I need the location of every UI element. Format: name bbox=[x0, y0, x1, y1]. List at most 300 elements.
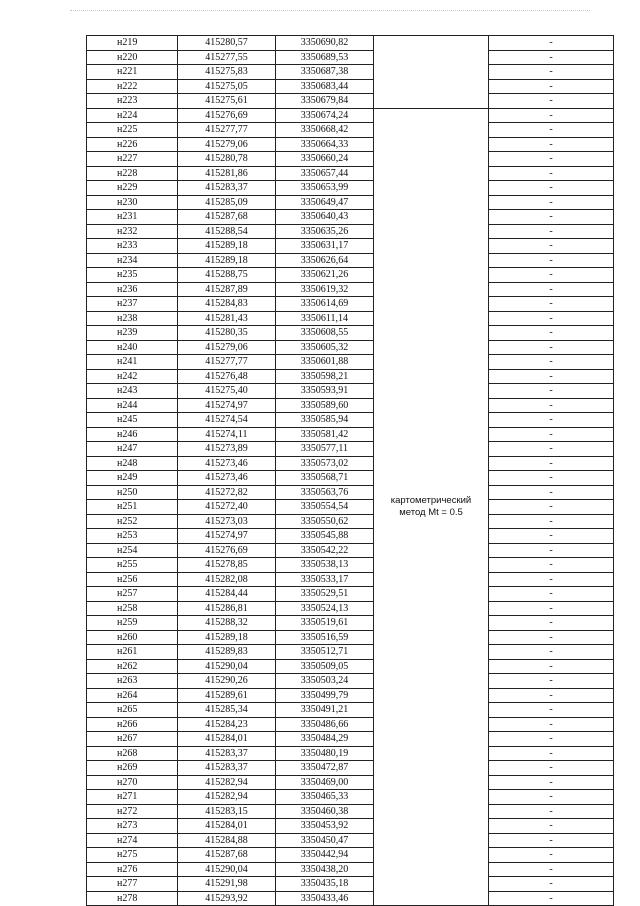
dash-cell: - bbox=[489, 282, 614, 297]
dash-cell: - bbox=[489, 587, 614, 602]
x-coordinate-cell: 415289,18 bbox=[178, 239, 276, 254]
dash-cell: - bbox=[489, 427, 614, 442]
table-row bbox=[87, 369, 614, 384]
table-row bbox=[87, 268, 614, 283]
dash-cell: - bbox=[489, 833, 614, 848]
x-coordinate-cell: 415282,94 bbox=[178, 775, 276, 790]
dash-cell: - bbox=[489, 848, 614, 863]
point-id-cell: н225 bbox=[87, 123, 178, 138]
point-id-cell: н275 bbox=[87, 848, 178, 863]
point-id-cell: н230 bbox=[87, 195, 178, 210]
y-coordinate-cell: 3350653,99 bbox=[276, 181, 374, 196]
table-row bbox=[87, 674, 614, 689]
y-coordinate-cell: 3350657,44 bbox=[276, 166, 374, 181]
table-row bbox=[87, 543, 614, 558]
table-row bbox=[87, 36, 614, 51]
y-coordinate-cell: 3350563,76 bbox=[276, 485, 374, 500]
table-row bbox=[87, 790, 614, 805]
coordinates-table-body bbox=[87, 36, 614, 906]
table-row bbox=[87, 877, 614, 892]
y-coordinate-cell: 3350585,94 bbox=[276, 413, 374, 428]
table-row bbox=[87, 355, 614, 370]
dash-cell: - bbox=[489, 471, 614, 486]
dash-cell: - bbox=[489, 340, 614, 355]
table-row bbox=[87, 326, 614, 341]
x-coordinate-cell: 415278,85 bbox=[178, 558, 276, 573]
dash-cell: - bbox=[489, 688, 614, 703]
y-coordinate-cell: 3350491,21 bbox=[276, 703, 374, 718]
point-id-cell: н272 bbox=[87, 804, 178, 819]
x-coordinate-cell: 415283,37 bbox=[178, 746, 276, 761]
table-row bbox=[87, 746, 614, 761]
y-coordinate-cell: 3350554,54 bbox=[276, 500, 374, 515]
point-id-cell: н267 bbox=[87, 732, 178, 747]
method-line-2: метод Mt = 0.5 bbox=[399, 506, 463, 518]
table-row bbox=[87, 471, 614, 486]
y-coordinate-cell: 3350608,55 bbox=[276, 326, 374, 341]
dash-cell: - bbox=[489, 891, 614, 906]
dash-cell: - bbox=[489, 732, 614, 747]
table-row bbox=[87, 282, 614, 297]
dash-cell: - bbox=[489, 268, 614, 283]
table-row bbox=[87, 239, 614, 254]
x-coordinate-cell: 415273,03 bbox=[178, 514, 276, 529]
y-coordinate-cell: 3350598,21 bbox=[276, 369, 374, 384]
point-id-cell: н257 bbox=[87, 587, 178, 602]
point-id-cell: н252 bbox=[87, 514, 178, 529]
y-coordinate-cell: 3350529,51 bbox=[276, 587, 374, 602]
table-row bbox=[87, 311, 614, 326]
point-id-cell: н250 bbox=[87, 485, 178, 500]
point-id-cell: н219 bbox=[87, 36, 178, 51]
point-id-cell: н220 bbox=[87, 50, 178, 65]
y-coordinate-cell: 3350573,02 bbox=[276, 456, 374, 471]
table-row bbox=[87, 833, 614, 848]
dash-cell: - bbox=[489, 65, 614, 80]
dash-cell: - bbox=[489, 659, 614, 674]
table-row bbox=[87, 94, 614, 109]
method-cell-group-2 bbox=[374, 108, 489, 906]
dash-cell: - bbox=[489, 123, 614, 138]
method-cell-group-1 bbox=[374, 36, 489, 109]
y-coordinate-cell: 3350545,88 bbox=[276, 529, 374, 544]
dash-cell: - bbox=[489, 529, 614, 544]
dash-cell: - bbox=[489, 137, 614, 152]
dash-cell: - bbox=[489, 297, 614, 312]
y-coordinate-cell: 3350516,59 bbox=[276, 630, 374, 645]
x-coordinate-cell: 415273,89 bbox=[178, 442, 276, 457]
y-coordinate-cell: 3350614,69 bbox=[276, 297, 374, 312]
point-id-cell: н264 bbox=[87, 688, 178, 703]
point-id-cell: н245 bbox=[87, 413, 178, 428]
point-id-cell: н226 bbox=[87, 137, 178, 152]
y-coordinate-cell: 3350512,71 bbox=[276, 645, 374, 660]
y-coordinate-cell: 3350550,62 bbox=[276, 514, 374, 529]
dash-cell: - bbox=[489, 36, 614, 51]
y-coordinate-cell: 3350605,32 bbox=[276, 340, 374, 355]
point-id-cell: н273 bbox=[87, 819, 178, 834]
point-id-cell: н254 bbox=[87, 543, 178, 558]
dash-cell: - bbox=[489, 50, 614, 65]
dash-cell: - bbox=[489, 181, 614, 196]
y-coordinate-cell: 3350469,00 bbox=[276, 775, 374, 790]
table-row bbox=[87, 514, 614, 529]
table-row bbox=[87, 65, 614, 80]
table-row bbox=[87, 819, 614, 834]
dash-cell: - bbox=[489, 514, 614, 529]
point-id-cell: н238 bbox=[87, 311, 178, 326]
x-coordinate-cell: 415280,35 bbox=[178, 326, 276, 341]
point-id-cell: н271 bbox=[87, 790, 178, 805]
dash-cell: - bbox=[489, 369, 614, 384]
dash-cell: - bbox=[489, 775, 614, 790]
x-coordinate-cell: 415276,69 bbox=[178, 543, 276, 558]
y-coordinate-cell: 3350453,92 bbox=[276, 819, 374, 834]
y-coordinate-cell: 3350524,13 bbox=[276, 601, 374, 616]
x-coordinate-cell: 415288,75 bbox=[178, 268, 276, 283]
x-coordinate-cell: 415286,81 bbox=[178, 601, 276, 616]
table-row bbox=[87, 137, 614, 152]
point-id-cell: н229 bbox=[87, 181, 178, 196]
y-coordinate-cell: 3350619,32 bbox=[276, 282, 374, 297]
point-id-cell: н247 bbox=[87, 442, 178, 457]
point-id-cell: н260 bbox=[87, 630, 178, 645]
x-coordinate-cell: 415284,44 bbox=[178, 587, 276, 602]
y-coordinate-cell: 3350568,71 bbox=[276, 471, 374, 486]
x-coordinate-cell: 415289,61 bbox=[178, 688, 276, 703]
point-id-cell: н276 bbox=[87, 862, 178, 877]
table-row bbox=[87, 340, 614, 355]
x-coordinate-cell: 415290,26 bbox=[178, 674, 276, 689]
x-coordinate-cell: 415289,18 bbox=[178, 253, 276, 268]
x-coordinate-cell: 415277,55 bbox=[178, 50, 276, 65]
dash-cell: - bbox=[489, 108, 614, 123]
y-coordinate-cell: 3350689,53 bbox=[276, 50, 374, 65]
dash-cell: - bbox=[489, 746, 614, 761]
point-id-cell: н244 bbox=[87, 398, 178, 413]
table-row bbox=[87, 427, 614, 442]
point-id-cell: н265 bbox=[87, 703, 178, 718]
point-id-cell: н242 bbox=[87, 369, 178, 384]
y-coordinate-cell: 3350611,14 bbox=[276, 311, 374, 326]
x-coordinate-cell: 415277,77 bbox=[178, 123, 276, 138]
table-row bbox=[87, 297, 614, 312]
table-row bbox=[87, 123, 614, 138]
point-id-cell: н234 bbox=[87, 253, 178, 268]
y-coordinate-cell: 3350683,44 bbox=[276, 79, 374, 94]
table-row bbox=[87, 717, 614, 732]
x-coordinate-cell: 415287,68 bbox=[178, 210, 276, 225]
point-id-cell: н262 bbox=[87, 659, 178, 674]
point-id-cell: н228 bbox=[87, 166, 178, 181]
table-row bbox=[87, 616, 614, 631]
point-id-cell: н240 bbox=[87, 340, 178, 355]
point-id-cell: н249 bbox=[87, 471, 178, 486]
y-coordinate-cell: 3350480,19 bbox=[276, 746, 374, 761]
table-row bbox=[87, 572, 614, 587]
point-id-cell: н231 bbox=[87, 210, 178, 225]
y-coordinate-cell: 3350538,13 bbox=[276, 558, 374, 573]
y-coordinate-cell: 3350484,29 bbox=[276, 732, 374, 747]
x-coordinate-cell: 415284,23 bbox=[178, 717, 276, 732]
table-row bbox=[87, 601, 614, 616]
dash-cell: - bbox=[489, 543, 614, 558]
x-coordinate-cell: 415283,37 bbox=[178, 181, 276, 196]
dash-cell: - bbox=[489, 152, 614, 167]
dash-cell: - bbox=[489, 674, 614, 689]
method-line-1: картометрический bbox=[390, 494, 472, 506]
y-coordinate-cell: 3350503,24 bbox=[276, 674, 374, 689]
point-id-cell: н248 bbox=[87, 456, 178, 471]
table-row bbox=[87, 558, 614, 573]
point-id-cell: н278 bbox=[87, 891, 178, 906]
x-coordinate-cell: 415276,69 bbox=[178, 108, 276, 123]
point-id-cell: н251 bbox=[87, 500, 178, 515]
x-coordinate-cell: 415274,97 bbox=[178, 529, 276, 544]
x-coordinate-cell: 415290,04 bbox=[178, 659, 276, 674]
y-coordinate-cell: 3350509,05 bbox=[276, 659, 374, 674]
x-coordinate-cell: 415279,06 bbox=[178, 340, 276, 355]
dash-cell: - bbox=[489, 195, 614, 210]
x-coordinate-cell: 415289,18 bbox=[178, 630, 276, 645]
y-coordinate-cell: 3350687,38 bbox=[276, 65, 374, 80]
dash-cell: - bbox=[489, 79, 614, 94]
point-id-cell: н277 bbox=[87, 877, 178, 892]
y-coordinate-cell: 3350499,79 bbox=[276, 688, 374, 703]
y-coordinate-cell: 3350450,47 bbox=[276, 833, 374, 848]
x-coordinate-cell: 415285,34 bbox=[178, 703, 276, 718]
point-id-cell: н239 bbox=[87, 326, 178, 341]
point-id-cell: н255 bbox=[87, 558, 178, 573]
y-coordinate-cell: 3350465,33 bbox=[276, 790, 374, 805]
point-id-cell: н224 bbox=[87, 108, 178, 123]
dash-cell: - bbox=[489, 210, 614, 225]
x-coordinate-cell: 415280,57 bbox=[178, 36, 276, 51]
x-coordinate-cell: 415287,89 bbox=[178, 282, 276, 297]
point-id-cell: н270 bbox=[87, 775, 178, 790]
dash-cell: - bbox=[489, 645, 614, 660]
x-coordinate-cell: 415274,97 bbox=[178, 398, 276, 413]
x-coordinate-cell: 415282,94 bbox=[178, 790, 276, 805]
point-id-cell: н269 bbox=[87, 761, 178, 776]
y-coordinate-cell: 3350542,22 bbox=[276, 543, 374, 558]
x-coordinate-cell: 415274,11 bbox=[178, 427, 276, 442]
x-coordinate-cell: 415283,15 bbox=[178, 804, 276, 819]
table-row bbox=[87, 775, 614, 790]
table-row bbox=[87, 761, 614, 776]
y-coordinate-cell: 3350635,26 bbox=[276, 224, 374, 239]
x-coordinate-cell: 415284,88 bbox=[178, 833, 276, 848]
y-coordinate-cell: 3350601,88 bbox=[276, 355, 374, 370]
table-row bbox=[87, 152, 614, 167]
point-id-cell: н259 bbox=[87, 616, 178, 631]
x-coordinate-cell: 415288,32 bbox=[178, 616, 276, 631]
x-coordinate-cell: 415279,06 bbox=[178, 137, 276, 152]
table-row bbox=[87, 485, 614, 500]
table-row bbox=[87, 804, 614, 819]
dash-cell: - bbox=[489, 398, 614, 413]
point-id-cell: н246 bbox=[87, 427, 178, 442]
point-id-cell: н223 bbox=[87, 94, 178, 109]
point-id-cell: н237 bbox=[87, 297, 178, 312]
table-row bbox=[87, 659, 614, 674]
table-row bbox=[87, 413, 614, 428]
table-row bbox=[87, 181, 614, 196]
table-row bbox=[87, 210, 614, 225]
table-row bbox=[87, 195, 614, 210]
dash-cell: - bbox=[489, 500, 614, 515]
table-row bbox=[87, 703, 614, 718]
x-coordinate-cell: 415287,68 bbox=[178, 848, 276, 863]
dash-cell: - bbox=[489, 601, 614, 616]
point-id-cell: н222 bbox=[87, 79, 178, 94]
point-id-cell: н235 bbox=[87, 268, 178, 283]
table-row bbox=[87, 688, 614, 703]
point-id-cell: н274 bbox=[87, 833, 178, 848]
table-row bbox=[87, 108, 614, 123]
x-coordinate-cell: 415281,86 bbox=[178, 166, 276, 181]
x-coordinate-cell: 415284,83 bbox=[178, 297, 276, 312]
point-id-cell: н258 bbox=[87, 601, 178, 616]
dash-cell: - bbox=[489, 384, 614, 399]
y-coordinate-cell: 3350640,43 bbox=[276, 210, 374, 225]
table-row bbox=[87, 848, 614, 863]
point-id-cell: н256 bbox=[87, 572, 178, 587]
x-coordinate-cell: 415272,82 bbox=[178, 485, 276, 500]
table-row bbox=[87, 587, 614, 602]
y-coordinate-cell: 3350438,20 bbox=[276, 862, 374, 877]
y-coordinate-cell: 3350589,60 bbox=[276, 398, 374, 413]
dash-cell: - bbox=[489, 703, 614, 718]
x-coordinate-cell: 415291,98 bbox=[178, 877, 276, 892]
x-coordinate-cell: 415293,92 bbox=[178, 891, 276, 906]
y-coordinate-cell: 3350660,24 bbox=[276, 152, 374, 167]
y-coordinate-cell: 3350519,61 bbox=[276, 616, 374, 631]
point-id-cell: н253 bbox=[87, 529, 178, 544]
point-id-cell: н241 bbox=[87, 355, 178, 370]
y-coordinate-cell: 3350593,91 bbox=[276, 384, 374, 399]
y-coordinate-cell: 3350690,82 bbox=[276, 36, 374, 51]
y-coordinate-cell: 3350664,33 bbox=[276, 137, 374, 152]
x-coordinate-cell: 415284,01 bbox=[178, 732, 276, 747]
y-coordinate-cell: 3350679,84 bbox=[276, 94, 374, 109]
x-coordinate-cell: 415285,09 bbox=[178, 195, 276, 210]
x-coordinate-cell: 415274,54 bbox=[178, 413, 276, 428]
x-coordinate-cell: 415289,83 bbox=[178, 645, 276, 660]
x-coordinate-cell: 415280,78 bbox=[178, 152, 276, 167]
y-coordinate-cell: 3350486,66 bbox=[276, 717, 374, 732]
x-coordinate-cell: 415283,37 bbox=[178, 761, 276, 776]
point-id-cell: н268 bbox=[87, 746, 178, 761]
x-coordinate-cell: 415273,46 bbox=[178, 456, 276, 471]
table-row bbox=[87, 645, 614, 660]
dash-cell: - bbox=[489, 790, 614, 805]
x-coordinate-cell: 415288,54 bbox=[178, 224, 276, 239]
y-coordinate-cell: 3350442,94 bbox=[276, 848, 374, 863]
table-row bbox=[87, 224, 614, 239]
dash-cell: - bbox=[489, 630, 614, 645]
dash-cell: - bbox=[489, 442, 614, 457]
x-coordinate-cell: 415275,40 bbox=[178, 384, 276, 399]
dash-cell: - bbox=[489, 819, 614, 834]
x-coordinate-cell: 415284,01 bbox=[178, 819, 276, 834]
dash-cell: - bbox=[489, 862, 614, 877]
dash-cell: - bbox=[489, 616, 614, 631]
point-id-cell: н261 bbox=[87, 645, 178, 660]
table-row bbox=[87, 891, 614, 906]
x-coordinate-cell: 415276,48 bbox=[178, 369, 276, 384]
dash-cell: - bbox=[489, 558, 614, 573]
table-row bbox=[87, 500, 614, 515]
dash-cell: - bbox=[489, 717, 614, 732]
dash-cell: - bbox=[489, 761, 614, 776]
page-header-rule bbox=[70, 10, 590, 12]
table-row bbox=[87, 50, 614, 65]
y-coordinate-cell: 3350581,42 bbox=[276, 427, 374, 442]
point-id-cell: н232 bbox=[87, 224, 178, 239]
point-id-cell: н221 bbox=[87, 65, 178, 80]
dash-cell: - bbox=[489, 239, 614, 254]
table-row bbox=[87, 398, 614, 413]
x-coordinate-cell: 415282,08 bbox=[178, 572, 276, 587]
x-coordinate-cell: 415281,43 bbox=[178, 311, 276, 326]
dash-cell: - bbox=[489, 572, 614, 587]
y-coordinate-cell: 3350533,17 bbox=[276, 572, 374, 587]
dash-cell: - bbox=[489, 253, 614, 268]
table-row bbox=[87, 253, 614, 268]
x-coordinate-cell: 415275,05 bbox=[178, 79, 276, 94]
dash-cell: - bbox=[489, 485, 614, 500]
y-coordinate-cell: 3350674,24 bbox=[276, 108, 374, 123]
x-coordinate-cell: 415275,61 bbox=[178, 94, 276, 109]
y-coordinate-cell: 3350435,18 bbox=[276, 877, 374, 892]
y-coordinate-cell: 3350668,42 bbox=[276, 123, 374, 138]
dash-cell: - bbox=[489, 456, 614, 471]
table-row bbox=[87, 862, 614, 877]
y-coordinate-cell: 3350626,64 bbox=[276, 253, 374, 268]
dash-cell: - bbox=[489, 326, 614, 341]
coordinates-table bbox=[86, 35, 614, 906]
table-row bbox=[87, 166, 614, 181]
point-id-cell: н236 bbox=[87, 282, 178, 297]
x-coordinate-cell: 415273,46 bbox=[178, 471, 276, 486]
dash-cell: - bbox=[489, 413, 614, 428]
dash-cell: - bbox=[489, 166, 614, 181]
dash-cell: - bbox=[489, 804, 614, 819]
dash-cell: - bbox=[489, 355, 614, 370]
y-coordinate-cell: 3350649,47 bbox=[276, 195, 374, 210]
table-row bbox=[87, 456, 614, 471]
x-coordinate-cell: 415272,40 bbox=[178, 500, 276, 515]
table-row bbox=[87, 384, 614, 399]
table-row bbox=[87, 79, 614, 94]
y-coordinate-cell: 3350621,26 bbox=[276, 268, 374, 283]
table-row bbox=[87, 732, 614, 747]
point-id-cell: н227 bbox=[87, 152, 178, 167]
table-row bbox=[87, 442, 614, 457]
y-coordinate-cell: 3350577,11 bbox=[276, 442, 374, 457]
dash-cell: - bbox=[489, 224, 614, 239]
x-coordinate-cell: 415290,04 bbox=[178, 862, 276, 877]
point-id-cell: н263 bbox=[87, 674, 178, 689]
dash-cell: - bbox=[489, 877, 614, 892]
table-row bbox=[87, 529, 614, 544]
table-row bbox=[87, 630, 614, 645]
dash-cell: - bbox=[489, 94, 614, 109]
y-coordinate-cell: 3350433,46 bbox=[276, 891, 374, 906]
y-coordinate-cell: 3350460,38 bbox=[276, 804, 374, 819]
x-coordinate-cell: 415275,83 bbox=[178, 65, 276, 80]
